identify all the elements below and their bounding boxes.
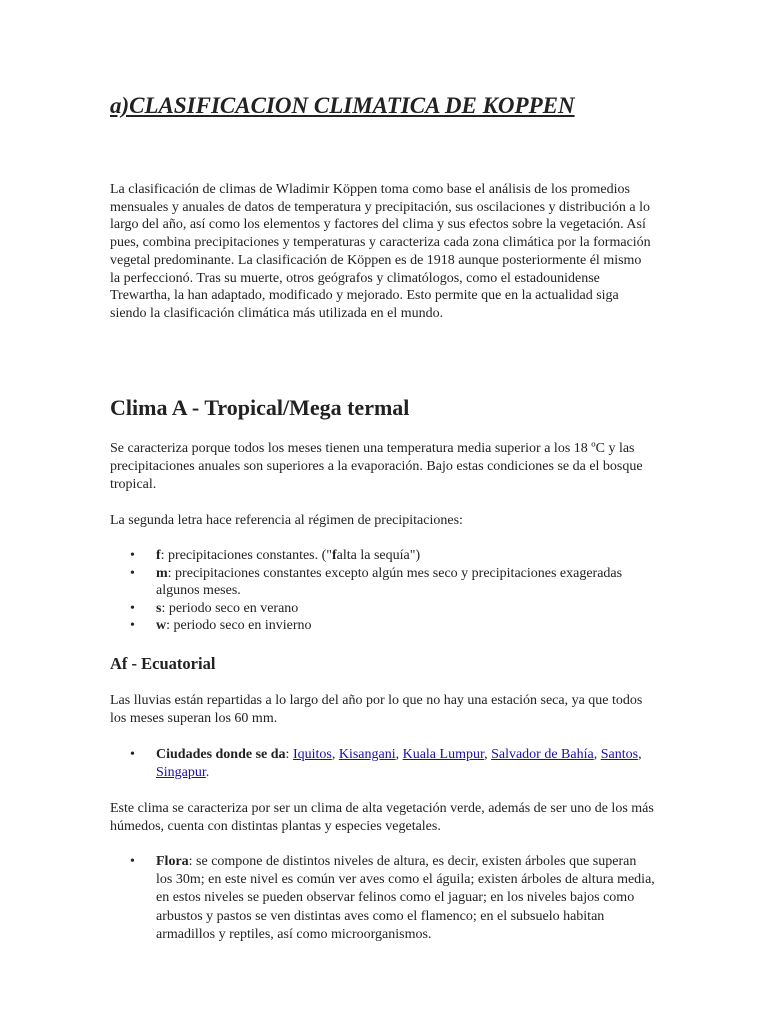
city-link-salvador-de-bahia[interactable]: Salvador de Bahía [491,747,594,762]
section-heading-af: Af - Ecuatorial [110,654,216,673]
page-title: a)CLASIFICACION CLIMATICA DE KOPPEN [110,93,575,118]
regime-letter: f [156,548,161,563]
regime-letter: w [156,618,167,634]
af-description: Las lluvias están repartidas a lo largo del año por lo que no hay una estación seca, ya que todos los meses superan los 60 mm. [110,693,643,726]
list-item-regime-f [110,547,655,565]
regime-letter: m [156,565,168,581]
city-link-kisangani[interactable]: Kisangani [338,747,396,762]
flora-list [110,853,655,944]
regime-text-after: alta la sequía") [336,548,421,563]
regime-list [110,547,655,635]
city-link-kuala-lumpur[interactable]: Kuala Lumpur [402,747,485,762]
list-item-cities: • Ciudades donde se da: Iquitos, Kisangani, Kuala Lumpur, Salvador de Bahía, Santos, Singapur. [110,746,655,782]
regime-letter: s [156,600,162,616]
cities-label: Ciudades donde se da [156,747,286,762]
section-heading-clima-a: Clima A - Tropical/Mega termal [110,395,410,420]
city-link-iquitos[interactable]: Iquitos [292,747,332,762]
city-link-singapur[interactable]: Singapur [156,764,206,780]
flora-label: Flora [156,854,189,869]
regime-text: : precipitaciones constantes. (" [160,548,332,563]
city-link-santos[interactable]: Santos [600,747,639,762]
regime-text: : periodo seco en verano [161,600,299,616]
clima-a-description: Se caracteriza porque todos los meses tienen una temperatura media superior a los 18 ºC y las precipitaciones anuales son superiores a la evaporación. Bajo estas condiciones se da el bosque tropical. [110,441,643,492]
regime-text: : periodo seco en invierno [166,618,312,634]
regime-inner-bold: f [332,548,337,563]
list-item-regime-w [110,617,655,635]
regime-intro: La segunda letra hace referencia al régimen de precipitaciones: [110,513,463,528]
vegetation-paragraph: Este clima se caracteriza por ser un clima de alta vegetación verde, además de ser uno de los más húmedos, cuenta con distintas plantas y especies vegetales. [110,801,654,834]
cities-list [110,746,655,782]
intro-paragraph: La clasificación de climas de Wladimir Köppen toma como base el análisis de los promedios mensuales y anuales de datos de temperatura y precipitación, sus oscilaciones y distribución a lo largo del año, así como los elementos y factores del clima y sus efectos sobre la vegetación. Así pues, combina precipitaciones y temperaturas y caracteriza cada zona climática por la formación vegetal predominante. La clasificación de Köppen es de 1918 aunque posteriormente él mismo la perfeccionó. Tras su muerte, otros geógrafos y climatólogos, como el estadounidense Trewartha, la han adaptado, modificado y mejorado. Esto permite que en la actualidad siga siendo la clasificación climática más utilizada en el mundo. [110,182,651,321]
list-item-regime-s [110,600,655,618]
list-item-flora [110,853,655,944]
regime-text: : precipitaciones constantes excepto algún mes seco y precipitaciones exageradas algunos meses. [156,565,623,599]
list-item-regime-m [110,565,655,600]
flora-text: : se compone de distintos niveles de altura, es decir, existen árboles que superan los 30m; en este nivel es común ver aves como el águila; existen árboles de altura media, en estos niveles se pueden observar felinos como el jaguar; en los niveles bajos como arbustos y pastos se ven distintas aves como el flamenco; en el subsuelo habitan armadillos y reptiles, así como microorganismos. [156,854,655,942]
